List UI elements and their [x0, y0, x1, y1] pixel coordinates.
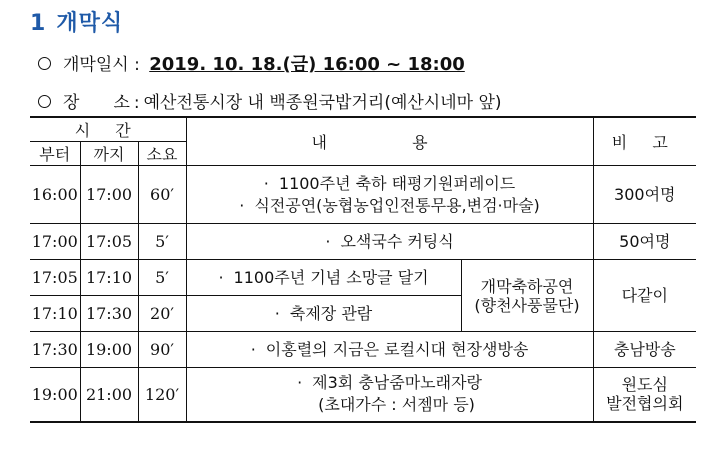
cell-from: 17:30: [30, 332, 80, 368]
section-title-text: 개막식: [56, 11, 124, 36]
content-line: 1100주년 축하 태평기원퍼레이드: [278, 173, 516, 193]
cell-sub-event: 개막축하공연 (향천사풍물단): [461, 260, 593, 332]
table-row: [30, 224, 696, 260]
circle-bullet-icon: [38, 95, 51, 108]
bullet-icon: ·: [325, 231, 331, 251]
content-line: 축제장 관람: [289, 303, 373, 323]
cell-duration: 120′: [138, 368, 186, 422]
cell-from: 17:05: [30, 260, 80, 296]
cell-from: 16:00: [30, 166, 80, 224]
content-header: 내 용: [186, 117, 593, 166]
cell-duration: 90′: [138, 332, 186, 368]
table-row: [30, 332, 696, 368]
cell-to: 19:00: [80, 332, 138, 368]
duration-header: 소요: [138, 142, 186, 166]
content-line: 1100주년 기념 소망글 달기: [233, 267, 429, 287]
cell-to: 21:00: [80, 368, 138, 422]
venue-value: 예산전통시장 내 백종원국밥거리(예산시네마 앞): [143, 93, 502, 113]
bullet-icon: ·: [239, 195, 245, 215]
cell-duration: 60′: [138, 166, 186, 224]
content-line: 제3회 충남줌마노래자랑: [312, 373, 482, 393]
cell-note: 50여명: [593, 224, 696, 260]
bullet-icon: ·: [250, 339, 256, 359]
cell-note: 충남방송: [593, 332, 696, 368]
bullet-icon: ·: [297, 373, 303, 393]
cell-note: 다같이: [593, 260, 696, 332]
bullet-icon: ·: [218, 267, 224, 287]
bullet-icon: ·: [274, 303, 280, 323]
cell-to: 17:10: [80, 260, 138, 296]
from-header: 부터: [30, 142, 80, 166]
opening-line: [38, 50, 465, 76]
opening-datetime: 2019. 10. 18.(금) 16:00 ~ 18:00: [149, 54, 465, 75]
cell-note: 원도심 발전협의회: [593, 368, 696, 422]
venue-label-a: 장: [63, 93, 80, 113]
cell-content: [186, 224, 593, 260]
cell-note: 300여명: [593, 166, 696, 224]
section-number: 1: [30, 11, 47, 36]
content-line: 이홍렬의 지금은 로컬시대 현장생방송: [265, 339, 529, 359]
table-row: [30, 166, 696, 224]
cell-from: 17:00: [30, 224, 80, 260]
venue-line: [38, 88, 502, 113]
venue-label-b: 소: [113, 93, 130, 113]
cell-content: [186, 166, 593, 224]
cell-content: [186, 368, 593, 422]
to-header: 까지: [80, 142, 138, 166]
cell-duration: 5′: [138, 224, 186, 260]
section-title: [30, 6, 123, 37]
cell-duration: 20′: [138, 296, 186, 332]
cell-content: [186, 296, 461, 332]
venue-colon: :: [133, 93, 140, 113]
table-row: [30, 260, 696, 296]
cell-duration: 5′: [138, 260, 186, 296]
cell-to: 17:00: [80, 166, 138, 224]
cell-from: 17:10: [30, 296, 80, 332]
content-line: (초대가수 : 서젬마 등): [318, 395, 475, 415]
cell-content: [186, 332, 593, 368]
content-line: 오색국수 커팅식: [340, 231, 454, 251]
cell-to: 17:30: [80, 296, 138, 332]
opening-label: 개막일시 :: [63, 55, 140, 75]
bullet-icon: ·: [263, 173, 269, 193]
cell-content: [186, 260, 461, 296]
cell-from: 19:00: [30, 368, 80, 422]
note-header: 비 고: [593, 117, 696, 166]
cell-to: 17:05: [80, 224, 138, 260]
time-header: 시 간: [30, 117, 186, 142]
circle-bullet-icon: [38, 57, 51, 70]
table-row: [30, 368, 696, 422]
content-line: 식전공연(농협농업인전통무용,변검·마술): [254, 195, 540, 215]
schedule-table: [30, 116, 696, 423]
